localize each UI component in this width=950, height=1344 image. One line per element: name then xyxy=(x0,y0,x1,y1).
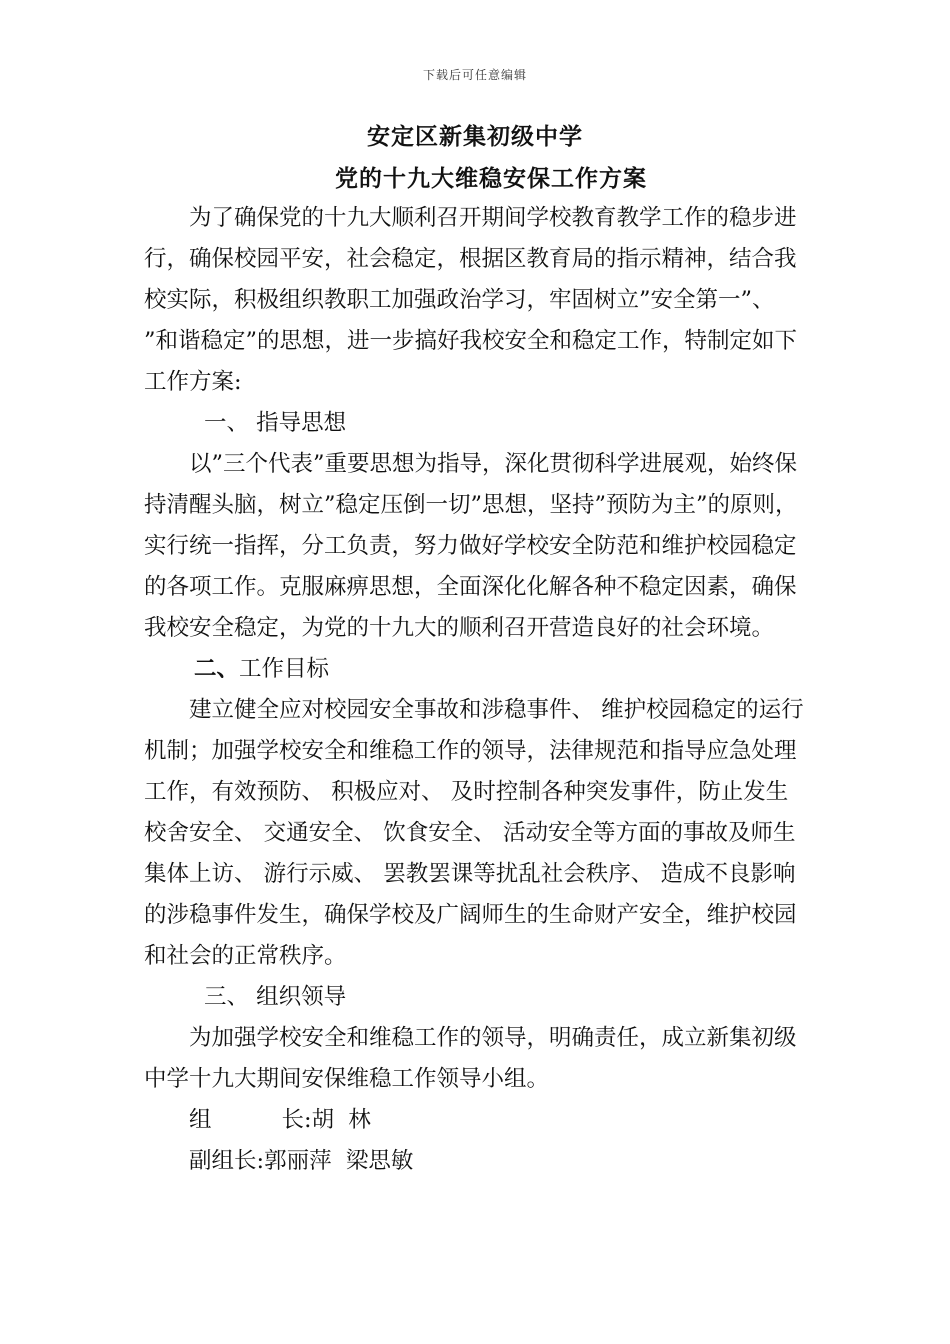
document-body xyxy=(144,198,808,1182)
plan-title: 党的十九大维稳安保工作方案 xyxy=(335,165,647,192)
guiding-ideology-paragraph: 以”三个代表”重要思想为指导，深化贯彻科学进展观，始终保持清醒头脑，树立”稳定压倒一切”思想，坚持”预防为主”的原则，实行统一指挥，分工负责，努力做好学校安全防范和维护校园稳定的各项工作。克服麻痹思想，全面深化化解各种不稳定因素，确保我校安全稳定，为党的十九大的顺利召开营造良好的社会环境。 xyxy=(144,451,798,641)
section-heading-text: 工作目标 xyxy=(239,656,330,682)
section-heading-work-goals xyxy=(144,649,808,690)
deputy-label: 副组长: xyxy=(189,1148,265,1174)
section-heading-guiding-ideology: 一、 指导思想 xyxy=(204,410,347,436)
leader-name: 胡 林 xyxy=(311,1107,371,1133)
section-heading-organization: 三、 组织领导 xyxy=(204,984,347,1010)
organization-paragraph: 为加强学校安全和维稳工作的领导，明确责任，成立新集初级中学十九大期间安保维稳工作领导小组。 xyxy=(144,1025,797,1092)
deputy-names: 郭丽萍 梁思敏 xyxy=(264,1148,414,1174)
intro-paragraph: 为了确保党的十九大顺利召开期间学校教育教学工作的稳步进行，确保校园平安，社会稳定，根据区教育局的指示精神，结合我校实际，积极组织教职工加强政治学习，牢固树立”安全第一”、 ”和谐稳定”的思想，进一步搞好我校安全和稳定工作，特制定如下工作方案: xyxy=(144,205,798,395)
leader-label-1: 组 xyxy=(189,1107,212,1133)
school-title: 安定区新集初级中学 xyxy=(367,123,583,150)
page-header-note: 下载后可任意编辑 xyxy=(422,68,527,82)
work-goals-paragraph: 建立健全应对校园安全事故和涉稳事件、 维护校园稳定的运行机制；加强学校安全和维稳工作的领导，法律规范和指导应急处理工作，有效预防、 积极应对、 及时控制各种突发事件，防止发生校舍安全、 交通安全、 饮食安全、 活动安全等方面的事故及师生集体上访、 游行示威、 罢教罢课等扰乱社会秩序、 造成不良影响的涉稳事件发生，确保学校及广阔师生的生命财产安全，维护校园和社会的正常秩序。 xyxy=(144,697,804,969)
deputy-leader-line xyxy=(144,1141,808,1182)
leader-label-2: 长: xyxy=(281,1107,312,1133)
leader-line xyxy=(144,1100,808,1141)
section-number: 二、 xyxy=(194,656,240,682)
